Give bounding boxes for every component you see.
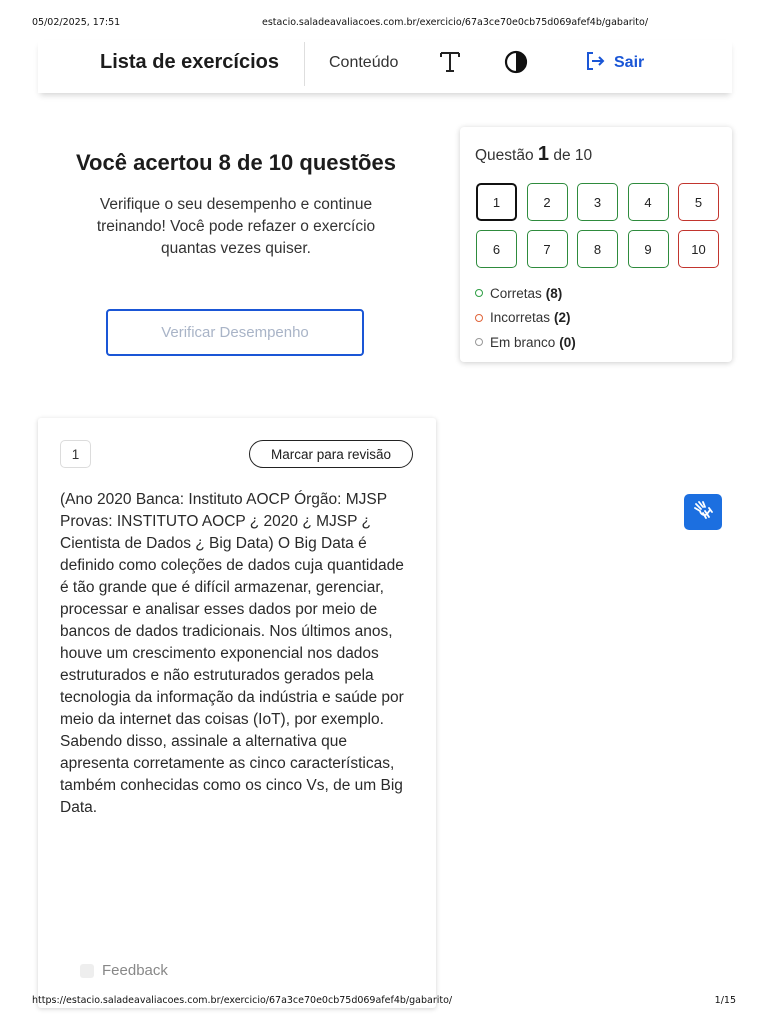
- font-size-icon[interactable]: [438, 49, 462, 75]
- counter-current: 1: [537, 143, 550, 165]
- legend-label: Em branco: [490, 334, 556, 350]
- question-button[interactable]: 6: [476, 230, 517, 268]
- exit-label: Sair: [614, 54, 645, 71]
- print-url-top: estacio.saladeavaliacoes.com.br/exercicio/67a3ce70e0cb75d069afef4b/gabarito/: [262, 17, 649, 28]
- question-button[interactable]: 4: [628, 183, 669, 221]
- question-button[interactable]: 1: [476, 183, 517, 221]
- question-button[interactable]: 2: [527, 183, 568, 221]
- question-text: (Ano 2020 Banca: Instituto AOCP Órgão: MJSP Provas: INSTITUTO AOCP ¿ 2020 ¿ MJSP ¿ Cientista de Dados ¿ Big Data) O Big Data é definido como coleções de dados cuja quantidade é tão grande que é difícil armazenar, gerenciar, processar e analisar esses dados por meio de bancos de dados tradicionais. Nos últimos anos, houve um crescimento exponencial nos dados estruturados e não estruturados gerados pela tecnologia da informação da indústria e saúde por meio da internet das coisas (IoT), por exemplo. Sabendo disso, assinale a alternativa que apresenta corretamente as cinco características, também conhecidas como os cinco Vs, de um Big Data.: [60, 491, 404, 816]
- question-button[interactable]: 7: [527, 230, 568, 268]
- print-footer: [0, 995, 768, 1009]
- page-title: Lista de exercícios: [100, 51, 279, 73]
- question-button[interactable]: 8: [577, 230, 618, 268]
- legend-dot: [475, 289, 483, 297]
- counter-suffix: de 10: [553, 147, 593, 164]
- result-message: Verifique o seu desempenho e continue treinando! Você pode refazer o exercício quantas vezes quiser.: [96, 196, 376, 257]
- result-summary: [76, 150, 396, 260]
- question-button[interactable]: 3: [577, 183, 618, 221]
- contrast-icon[interactable]: [503, 49, 529, 75]
- feedback-label: Feedback: [102, 962, 168, 979]
- legend-correct: [475, 281, 576, 306]
- question-button[interactable]: 9: [628, 230, 669, 268]
- verify-performance-button[interactable]: Verificar Desempenho: [106, 309, 364, 356]
- exit-button[interactable]: [584, 51, 644, 75]
- legend-label: Incorretas: [490, 310, 551, 326]
- counter-prefix: Questão: [475, 147, 534, 164]
- legend-count: (2): [554, 310, 571, 326]
- legend-dot: [475, 314, 483, 322]
- print-header: [0, 17, 768, 31]
- question-button[interactable]: 5: [678, 183, 719, 221]
- feedback-section[interactable]: [80, 962, 168, 979]
- print-url-bottom: https://estacio.saladeavaliacoes.com.br/exercicio/67a3ce70e0cb75d069afef4b/gabarito/: [32, 995, 453, 1006]
- print-page-counter: 1/15: [714, 995, 736, 1006]
- legend-count: (8): [545, 285, 563, 301]
- legend-count: (0): [559, 334, 576, 350]
- question-navigator: [460, 127, 732, 362]
- question-counter: [475, 143, 592, 166]
- top-bar: [38, 40, 732, 93]
- question-card: [38, 418, 436, 1008]
- print-datetime: 05/02/2025, 17:51: [32, 17, 121, 28]
- feedback-icon: [80, 964, 94, 978]
- result-title: Você acertou 8 de 10 questões: [76, 150, 396, 175]
- status-legend: [475, 281, 576, 355]
- question-grid: [476, 183, 719, 268]
- sign-language-icon: [691, 498, 715, 527]
- legend-blank: [475, 330, 576, 355]
- content-link[interactable]: Conteúdo: [329, 54, 399, 71]
- mark-for-review-button[interactable]: Marcar para revisão: [249, 440, 413, 468]
- question-button[interactable]: 10: [678, 230, 719, 268]
- legend-incorrect: [475, 306, 576, 331]
- header-divider: [304, 42, 305, 86]
- logout-icon: [584, 50, 606, 77]
- question-index-badge: 1: [60, 440, 91, 468]
- legend-label: Corretas: [490, 285, 542, 301]
- legend-dot: [475, 338, 483, 346]
- sign-language-button[interactable]: [684, 494, 722, 530]
